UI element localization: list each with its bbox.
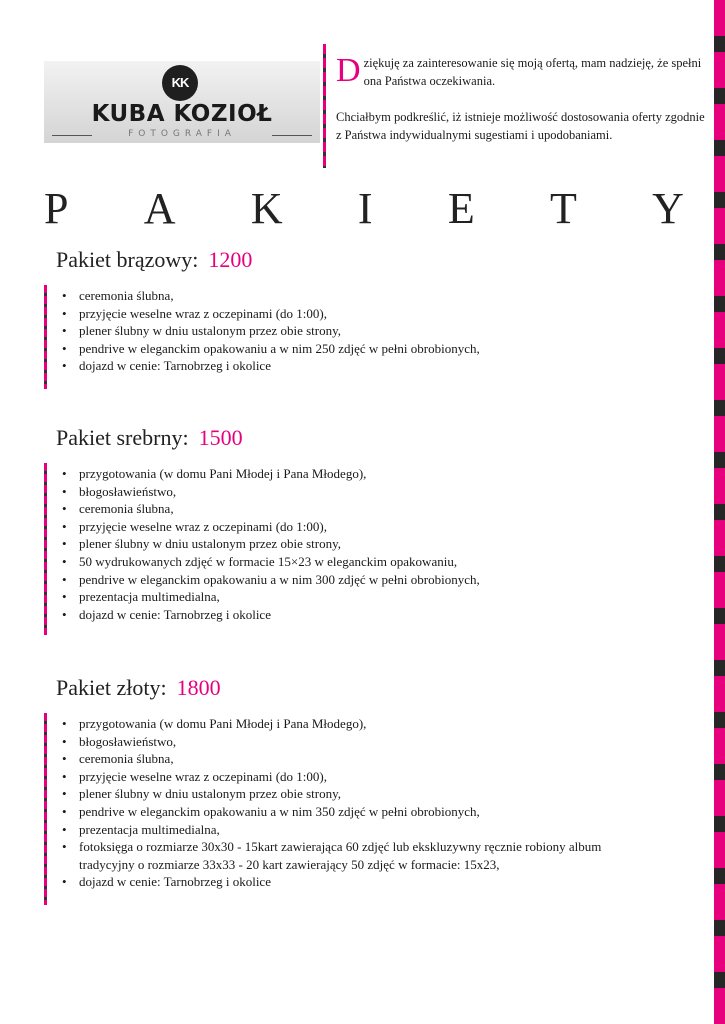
list-item: • przygotowania (w domu Pani Młodej i Pana Młodego), — [62, 715, 622, 733]
package-price: 1800 — [176, 675, 221, 700]
list-item: • przyjęcie weselne wraz z oczepinami (do 1:00), — [62, 305, 684, 323]
list-item: • plener ślubny w dniu ustalonym przez obie strony, — [62, 322, 684, 340]
list-item: • przygotowania (w domu Pani Młodej i Pana Młodego), — [62, 465, 684, 483]
intro-paragraph-1-text: ziękuję za zainteresowanie się moją ofertą, mam nadzieję, że spełni ona Państwa oczekiwania. — [363, 56, 702, 88]
page-title — [44, 183, 684, 234]
package-name: Pakiet brązowy: — [56, 247, 199, 272]
list-item: • plener ślubny w dniu ustalonym przez obie strony, — [62, 785, 622, 803]
package-divider — [44, 713, 47, 905]
list-item: • prezentacja multimedialna, — [62, 821, 622, 839]
title-letter: P — [44, 184, 69, 233]
package-body — [44, 463, 684, 635]
title-letter: I — [357, 184, 373, 233]
list-item: • błogosławieństwo, — [62, 733, 622, 751]
edge-decoration-stripe — [714, 0, 725, 1024]
intro-divider — [323, 44, 326, 168]
package-divider — [44, 285, 47, 389]
title-letter: A — [143, 184, 176, 233]
package-body — [44, 285, 684, 389]
title-letter: K — [250, 184, 283, 233]
intro-paragraph-2: Chciałbym podkreślić, iż istnieje możliwość dostosowania oferty zgodnie z Państwa indywidualnymi sugestiami i upodobaniami. — [336, 110, 705, 142]
package-heading — [56, 425, 684, 451]
package-gold — [44, 675, 684, 905]
package-heading — [56, 247, 684, 273]
logo-mark-icon: KK — [162, 65, 198, 101]
list-item: • ceremonia ślubna, — [62, 750, 622, 768]
list-item: • dojazd w cenie: Tarnobrzeg i okolice — [62, 873, 622, 891]
logo — [44, 61, 320, 143]
list-item: • prezentacja multimedialna, — [62, 588, 684, 606]
intro-dropcap: D — [336, 52, 361, 89]
list-item: • błogosławieństwo, — [62, 483, 684, 501]
list-item: • plener ślubny w dniu ustalonym przez obie strony, — [62, 535, 684, 553]
list-item: • 50 wydrukowanych zdjęć w formacie 15×23 w eleganckim opakowaniu, — [62, 553, 684, 571]
list-item: • przyjęcie weselne wraz z oczepinami (do 1:00), — [62, 768, 622, 786]
title-letter: Y — [652, 184, 684, 233]
package-price: 1200 — [208, 247, 253, 272]
package-divider — [44, 463, 47, 635]
package-body — [44, 713, 684, 905]
package-heading — [56, 675, 684, 701]
package-bronze — [44, 247, 684, 389]
package-name: Pakiet złoty: — [56, 675, 167, 700]
list-item: • dojazd w cenie: Tarnobrzeg i okolice — [62, 357, 684, 375]
package-items — [62, 465, 684, 623]
list-item: • fotoksięga o rozmiarze 30x30 - 15kart zawierająca 60 zdjęć lub ekskluzywny ręcznie robiony album tradycyjny o rozmiarze 33x33 - 20 kart zawierający 50 zdjęć w formacie: 15x23, — [62, 838, 622, 873]
intro-paragraph-1 — [336, 54, 706, 90]
logo-name: KUBA KOZIOŁ — [91, 101, 273, 127]
title-letter: T — [550, 184, 577, 233]
logo-subtitle: FOTOGRAFIA — [128, 129, 236, 139]
package-name: Pakiet srebrny: — [56, 425, 189, 450]
package-silver — [44, 425, 684, 635]
list-item: • pendrive w eleganckim opakowaniu a w nim 250 zdjęć w pełni obrobionych, — [62, 340, 684, 358]
title-letter: E — [447, 184, 475, 233]
list-item: • dojazd w cenie: Tarnobrzeg i okolice — [62, 606, 684, 624]
list-item: • pendrive w eleganckim opakowaniu a w nim 350 zdjęć w pełni obrobionych, — [62, 803, 622, 821]
list-item: • pendrive w eleganckim opakowaniu a w nim 300 zdjęć w pełni obrobionych, — [62, 571, 684, 589]
package-price: 1500 — [198, 425, 243, 450]
package-items — [62, 287, 684, 375]
list-item: • ceremonia ślubna, — [62, 287, 684, 305]
package-items — [62, 715, 622, 891]
list-item: • ceremonia ślubna, — [62, 500, 684, 518]
intro-text — [336, 54, 706, 144]
list-item: • przyjęcie weselne wraz z oczepinami (do 1:00), — [62, 518, 684, 536]
